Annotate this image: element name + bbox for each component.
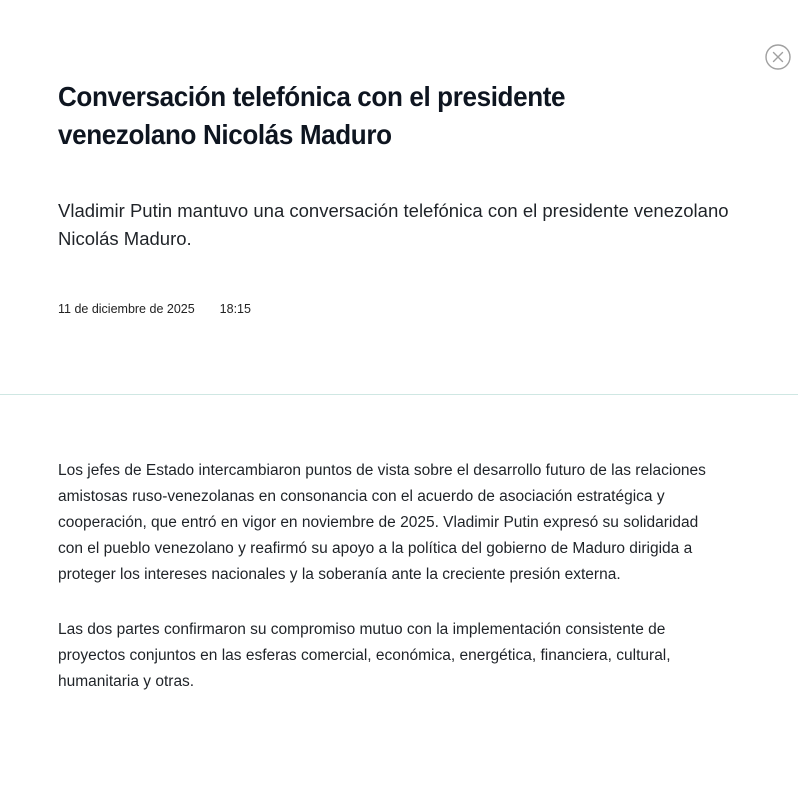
article-paragraph: Las dos partes confirmaron su compromiso mutuo con la implementación consistente de proyectos conjuntos en las esferas comercial, económica, energética, financiera, cultural, humanitaria y otras.	[58, 621, 671, 690]
article-paragraph: Los jefes de Estado intercambiaron puntos de vista sobre el desarrollo futuro de las relaciones amistosas ruso-venezolanas en consonancia con el acuerdo de asociación estratégica y cooperación, que entró en vigor en noviembre de 2025. Vladimir Putin expresó su solidaridad con el pueblo venezolano y reafirmó su apoyo a la política del gobierno de Maduro dirigida a proteger los intereses nacionales y la soberanía ante la creciente presión externa.	[58, 462, 706, 583]
article-header	[58, 78, 698, 154]
section-divider	[0, 394, 798, 395]
close-button[interactable]	[765, 44, 791, 70]
close-circle-icon	[765, 44, 791, 70]
article-title: Conversación telefónica con el presidente venezolano Nicolás Maduro	[58, 81, 566, 150]
article-time: 18:15	[219, 302, 251, 316]
article-date: 11 de diciembre de 2025	[58, 302, 195, 316]
article-body	[58, 458, 708, 724]
article-lead: Vladimir Putin mantuvo una conversación telefónica con el presidente venezolano Nicolás Maduro.	[58, 200, 729, 249]
article-meta	[58, 301, 251, 317]
